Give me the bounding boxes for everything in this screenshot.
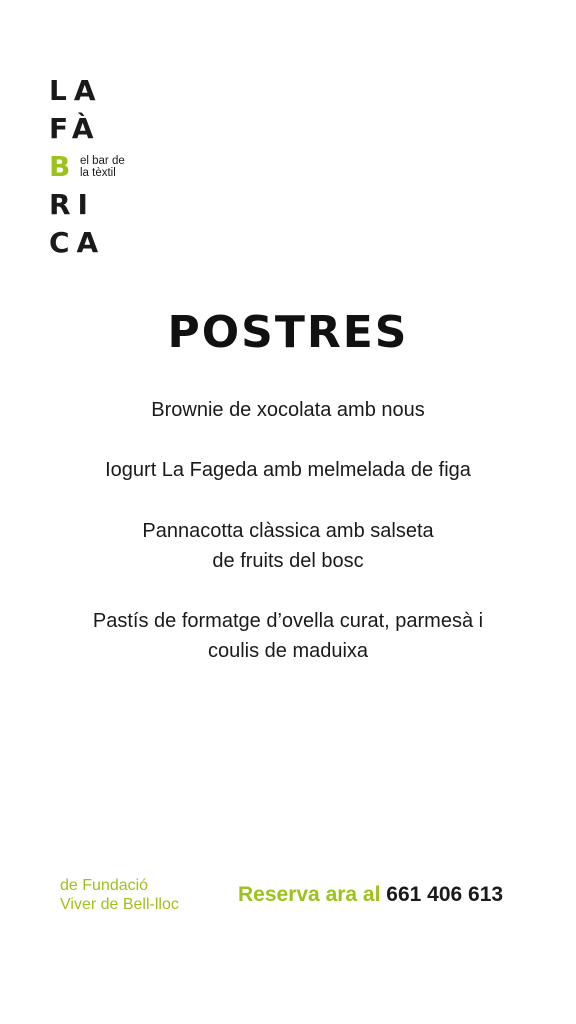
phone-number[interactable]: 661 406 613 [386,883,504,906]
menu-item-line: Brownie de xocolata amb nous [151,399,425,421]
menu-item-pastis [0,606,576,666]
brand-logo [49,76,159,260]
tagline-line-1: el bar de [80,155,125,167]
page-title: POSTRES [167,307,409,358]
menu-item-line: Iogurt La Fageda amb melmelada de figa [105,459,471,481]
logo-row-fa: FÀ [49,112,101,145]
foundation-line-2: Viver de Bell-lloc [60,896,179,913]
logo-row-la: LA [49,74,103,107]
foundation-credit [60,876,179,914]
menu-item-brownie [0,395,576,425]
foundation-line-1: de Fundació [60,877,149,894]
menu-item-line: Pastís de formatge d’ovella curat, parmesà i [92,610,484,632]
reservation-cta [238,880,503,910]
menu-item-pannacotta [0,516,576,576]
menu-item-line: de fruits del bosc [212,550,364,572]
logo-row-b: B [49,150,78,183]
menu-item-line: Pannacotta clàssica amb salseta [142,520,434,542]
menu-item-line: coulis de maduixa [207,640,369,662]
logo-tagline [80,155,125,179]
reserve-label: Reserva ara al [238,883,381,906]
logo-row-ri: RI [49,188,95,221]
tagline-line-2: la tèxtil [80,167,116,179]
menu-item-iogurt [0,455,576,485]
logo-row-ca: CA [49,226,106,259]
